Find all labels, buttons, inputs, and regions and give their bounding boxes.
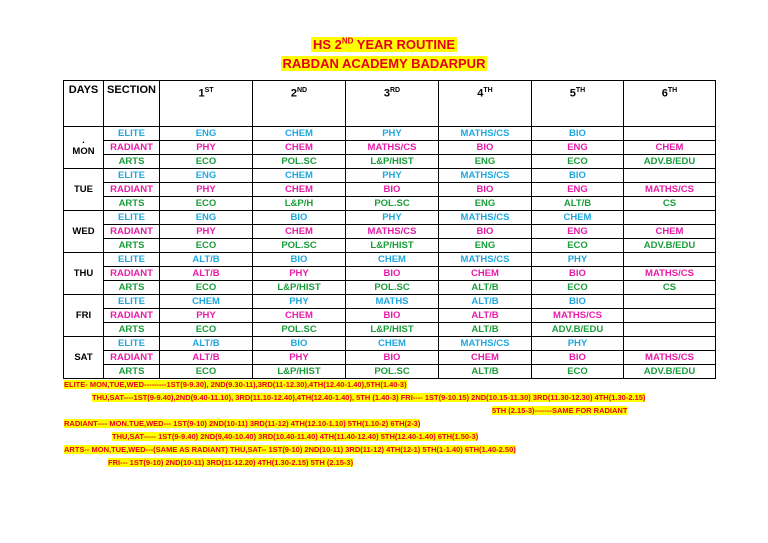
subject-cell: ENG — [532, 183, 624, 197]
day-name: WED — [72, 226, 95, 237]
subject-cell: L&P/HIST — [346, 323, 439, 337]
subject-cell: CHEM — [160, 295, 253, 309]
subject-cell: CHEM — [624, 141, 716, 155]
section-cell: RADIANT — [104, 309, 160, 323]
subject-cell: MATHS/CS — [439, 127, 532, 141]
table-row — [64, 337, 716, 351]
subject-cell: PHY — [346, 169, 439, 183]
routine-body — [64, 127, 716, 379]
day-cell — [64, 295, 104, 337]
subject-cell: CHEM — [253, 225, 346, 239]
table-row — [64, 211, 716, 225]
header-section: SECTION — [104, 81, 160, 127]
subject-cell: ALT/B — [439, 295, 532, 309]
page-title — [0, 36, 768, 54]
subject-cell — [624, 337, 716, 351]
subject-cell: ALT/B — [439, 309, 532, 323]
subject-cell: MATHS/CS — [439, 337, 532, 351]
day-name: SAT — [74, 352, 93, 363]
subject-cell: BIO — [346, 309, 439, 323]
table-row — [64, 239, 716, 253]
section-cell: RADIANT — [104, 183, 160, 197]
title-line-1: HS 2ND YEAR ROUTINE — [312, 36, 456, 52]
subject-cell: PHY — [160, 141, 253, 155]
subject-cell: CHEM — [439, 351, 532, 365]
section-cell: ARTS — [104, 281, 160, 295]
subject-cell: PHY — [160, 225, 253, 239]
section-cell: ARTS — [104, 239, 160, 253]
subject-cell: ECO — [532, 239, 624, 253]
subject-cell: CHEM — [346, 253, 439, 267]
subject-cell: ECO — [160, 365, 253, 379]
subject-cell: PHY — [160, 309, 253, 323]
note-elite: ELITE- MON,TUE,WED---------1ST(9-9.30), 2ND(9.30-11),3RD(11-12.30),4TH(12.40-1.40),5TH(1.40-3) — [64, 380, 407, 389]
subject-cell: ECO — [160, 239, 253, 253]
subject-cell: ENG — [439, 239, 532, 253]
subject-cell: BIO — [253, 337, 346, 351]
table-row — [64, 225, 716, 239]
table-row — [64, 197, 716, 211]
table-row — [64, 365, 716, 379]
subject-cell: PHY — [532, 337, 624, 351]
subject-cell: BIO — [253, 253, 346, 267]
section-cell: ELITE — [104, 127, 160, 141]
subject-cell: BIO — [532, 267, 624, 281]
note-radiant-thu-sat: THU,SAT----- 1ST(9-9.40) 2ND(9,40-10.40) 3RD(10.40-11.40) 4TH(11.40-12.40) 5TH(12.40-1.40) 6TH(1.50-3) — [112, 432, 479, 441]
subject-cell: PHY — [253, 295, 346, 309]
note-same-for-radiant: 5TH (2.15-3)-------SAME FOR RADIANT — [492, 406, 628, 415]
subject-cell: ADV.B/EDU — [624, 239, 716, 253]
subject-cell — [624, 323, 716, 337]
subject-cell: ALT/B — [160, 337, 253, 351]
note-arts-fri: FRI--- 1ST(9-10) 2ND(10-11) 3RD(11-12.20) 4TH(1.30-2.15) 5TH (2.15-3) — [108, 458, 354, 467]
subject-cell: POL.SC — [253, 239, 346, 253]
subject-cell: CHEM — [253, 141, 346, 155]
subject-cell: ECO — [160, 323, 253, 337]
subject-cell: ENG — [160, 127, 253, 141]
subject-cell: MATHS/CS — [346, 225, 439, 239]
day-cell — [64, 253, 104, 295]
table-row — [64, 253, 716, 267]
header-period-3: 3RD — [346, 81, 439, 127]
table-row — [64, 141, 716, 155]
subject-cell: ALT/B — [439, 365, 532, 379]
subject-cell: POL.SC — [346, 197, 439, 211]
section-cell: ARTS — [104, 155, 160, 169]
subject-cell: PHY — [160, 183, 253, 197]
subject-cell — [624, 309, 716, 323]
subject-cell: ECO — [532, 155, 624, 169]
subject-cell: BIO — [532, 295, 624, 309]
day-cell — [64, 127, 104, 169]
subject-cell: CHEM — [253, 169, 346, 183]
subject-cell: ALT/B — [439, 323, 532, 337]
note-elite-thu-sat-fri: THU,SAT----1ST(9-9.40),2ND(9.40-11.10), 3RD(11.10-12.40),4TH(12.40-1.40), 5TH (1.40-3) FRI---- 1ST(9-10.15) 2ND(10.15-11.30) 3RD(11.30-12.30) 4TH(1.30-2.15) — [92, 393, 646, 402]
subject-cell: ENG — [532, 225, 624, 239]
subject-cell: BIO — [532, 127, 624, 141]
subject-cell: BIO — [439, 183, 532, 197]
subject-cell: L&P/HIST — [346, 155, 439, 169]
subject-cell — [624, 169, 716, 183]
subject-cell: POL.SC — [346, 365, 439, 379]
note-radiant: RADIANT---- MON.TUE,WED--- 1ST(9-10) 2ND(10-11) 3RD(11-12) 4TH(12.10-1.10) 5TH(1.10-2) 6TH(2-3) — [64, 419, 421, 428]
subject-cell: ENG — [532, 141, 624, 155]
title-line-2: RABDAN ACADEMY BADARPUR — [282, 56, 486, 71]
section-cell: ELITE — [104, 169, 160, 183]
subject-cell: L&P/HIST — [253, 365, 346, 379]
page-subtitle — [0, 55, 768, 73]
day-name: TUE — [74, 184, 93, 195]
subject-cell: ADV.B/EDU — [532, 323, 624, 337]
table-row — [64, 183, 716, 197]
header-period-5: 5TH — [532, 81, 624, 127]
subject-cell: L&P/HIST — [253, 281, 346, 295]
subject-cell: ENG — [160, 211, 253, 225]
subject-cell: PHY — [253, 267, 346, 281]
routine-table — [63, 80, 716, 379]
subject-cell — [624, 127, 716, 141]
subject-cell: CHEM — [253, 183, 346, 197]
section-cell: ARTS — [104, 197, 160, 211]
subject-cell: BIO — [532, 169, 624, 183]
subject-cell: BIO — [439, 141, 532, 155]
header-days: DAYS — [64, 81, 104, 127]
subject-cell: BIO — [346, 267, 439, 281]
subject-cell: ENG — [439, 155, 532, 169]
header-period-6: 6TH — [624, 81, 716, 127]
subject-cell: MATHS/CS — [532, 309, 624, 323]
subject-cell: MATHS/CS — [439, 169, 532, 183]
subject-cell: MATHS/CS — [439, 211, 532, 225]
subject-cell: CS — [624, 197, 716, 211]
subject-cell: L&P/HIST — [346, 239, 439, 253]
table-row — [64, 351, 716, 365]
subject-cell: BIO — [253, 211, 346, 225]
subject-cell: CS — [624, 281, 716, 295]
note-arts: ARTS-- MON,TUE,WED---(SAME AS RADIANT) THU,SAT-- 1ST(9-10) 2ND(10-11) 3RD(11-12) 4TH(12-1) 5TH(1-1.40) 6TH(1.40-2.50) — [64, 445, 516, 454]
subject-cell: PHY — [532, 253, 624, 267]
header-period-4: 4TH — [439, 81, 532, 127]
day-cell — [64, 211, 104, 253]
subject-cell: CHEM — [439, 267, 532, 281]
header-period-2: 2ND — [253, 81, 346, 127]
table-row — [64, 281, 716, 295]
day-name: MON — [72, 146, 95, 157]
subject-cell: POL.SC — [253, 155, 346, 169]
subject-cell: MATHS/CS — [439, 253, 532, 267]
table-row — [64, 127, 716, 141]
header-row — [64, 81, 716, 127]
subject-cell: ECO — [160, 155, 253, 169]
subject-cell: BIO — [439, 225, 532, 239]
day-mark: . — [82, 135, 85, 146]
subject-cell: POL.SC — [346, 281, 439, 295]
section-cell: RADIANT — [104, 225, 160, 239]
section-cell: ARTS — [104, 323, 160, 337]
subject-cell: PHY — [346, 211, 439, 225]
subject-cell: CHEM — [253, 309, 346, 323]
subject-cell: ECO — [532, 365, 624, 379]
section-cell: RADIANT — [104, 141, 160, 155]
section-cell: ELITE — [104, 337, 160, 351]
subject-cell: POL.SC — [253, 323, 346, 337]
section-cell: ELITE — [104, 295, 160, 309]
subject-cell: ALT/B — [160, 253, 253, 267]
subject-cell: ENG — [439, 197, 532, 211]
day-cell — [64, 337, 104, 379]
subject-cell: BIO — [346, 351, 439, 365]
subject-cell: CHEM — [346, 337, 439, 351]
subject-cell: ALT/B — [439, 281, 532, 295]
section-cell: ELITE — [104, 211, 160, 225]
subject-cell: ALT/B — [532, 197, 624, 211]
subject-cell: MATHS — [346, 295, 439, 309]
subject-cell: ADV.B/EDU — [624, 155, 716, 169]
table-row — [64, 169, 716, 183]
subject-cell: MATHS/CS — [624, 183, 716, 197]
day-cell — [64, 169, 104, 211]
subject-cell: ECO — [532, 281, 624, 295]
subject-cell: MATHS/CS — [624, 267, 716, 281]
day-name: THU — [73, 268, 94, 279]
table-row — [64, 309, 716, 323]
subject-cell: ADV.B/EDU — [624, 365, 716, 379]
subject-cell: BIO — [532, 351, 624, 365]
section-cell: ELITE — [104, 253, 160, 267]
subject-cell: ALT/B — [160, 267, 253, 281]
table-row — [64, 323, 716, 337]
subject-cell — [624, 211, 716, 225]
subject-cell: CHEM — [532, 211, 624, 225]
subject-cell: MATHS/CS — [346, 141, 439, 155]
subject-cell — [624, 295, 716, 309]
subject-cell: ECO — [160, 197, 253, 211]
table-row — [64, 295, 716, 309]
subject-cell: PHY — [346, 127, 439, 141]
subject-cell: BIO — [346, 183, 439, 197]
subject-cell: ALT/B — [160, 351, 253, 365]
day-name: FRI — [75, 310, 92, 321]
subject-cell: MATHS/CS — [624, 351, 716, 365]
section-cell: RADIANT — [104, 351, 160, 365]
section-cell: ARTS — [104, 365, 160, 379]
header-period-1: 1ST — [160, 81, 253, 127]
subject-cell: CHEM — [624, 225, 716, 239]
subject-cell: ECO — [160, 281, 253, 295]
subject-cell: CHEM — [253, 127, 346, 141]
subject-cell — [624, 253, 716, 267]
subject-cell: PHY — [253, 351, 346, 365]
table-row — [64, 267, 716, 281]
subject-cell: ENG — [160, 169, 253, 183]
subject-cell: L&P/H — [253, 197, 346, 211]
table-row — [64, 155, 716, 169]
section-cell: RADIANT — [104, 267, 160, 281]
